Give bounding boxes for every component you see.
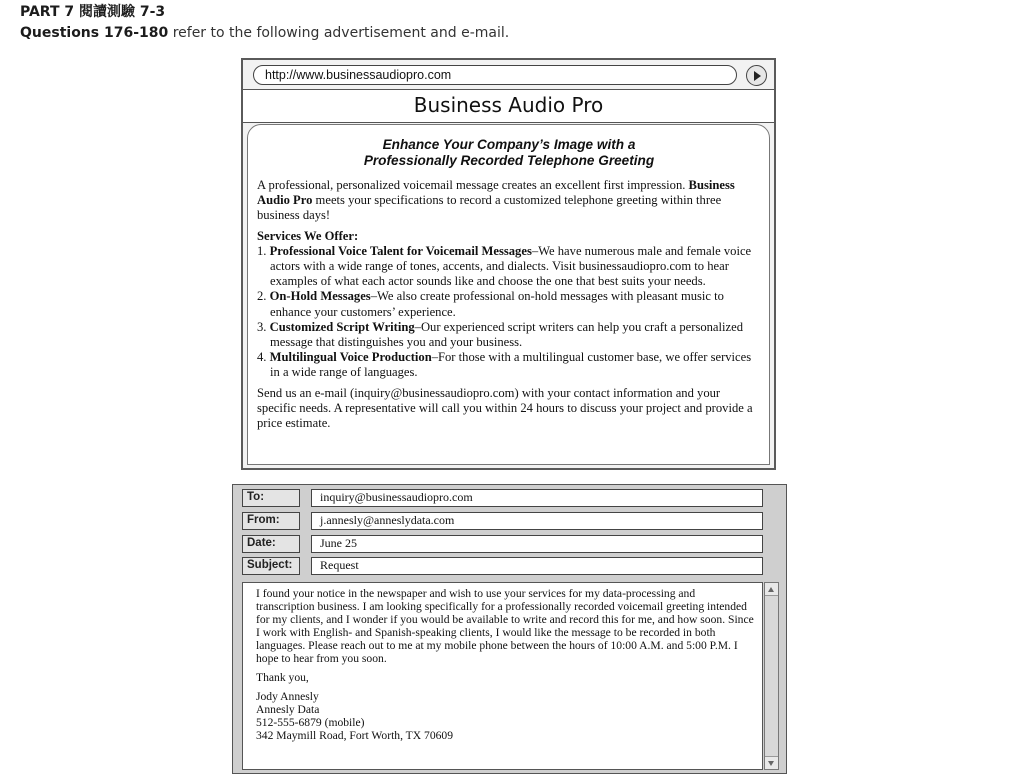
service-title: On-Hold Messages <box>269 289 371 304</box>
email-scrollbar[interactable] <box>764 582 779 770</box>
from-field[interactable]: j.annesly@anneslydata.com <box>311 512 763 530</box>
question-range: Questions 176-180 <box>20 25 169 41</box>
site-title: Business Audio Pro <box>243 89 774 123</box>
services-heading: Services We Offer: <box>257 228 359 243</box>
service-desc: –We have numerous male and female voice actors with a wide range of tones, accents, and dialects. Visit businessaudiopro.com to hear examples of what each actor sounds like and choose the one that best suits your needs. <box>270 243 752 289</box>
scroll-up-arrow-icon[interactable] <box>765 583 778 596</box>
advertisement-webpage <box>241 58 776 470</box>
signature-name: Jody Annesly <box>256 690 319 703</box>
date-row <box>242 535 763 553</box>
email-signature <box>256 690 756 742</box>
scroll-down-arrow-icon[interactable] <box>765 756 778 769</box>
intro-company: Business Audio Pro <box>257 178 735 208</box>
email-body[interactable] <box>242 582 763 770</box>
to-label: To: <box>242 489 300 507</box>
part-title: PART 7 閱讀測驗 7-3 <box>20 4 166 20</box>
url-field[interactable]: http://www.businessaudiopro.com <box>253 65 737 85</box>
service-number: 4. <box>257 350 270 365</box>
service-item <box>257 244 761 290</box>
instructions-text: refer to the following advertisement and e-mail. <box>168 25 510 41</box>
from-row <box>242 512 763 530</box>
subject-label: Subject: <box>242 557 300 575</box>
play-arrow-icon <box>754 71 761 81</box>
date-label: Date: <box>242 535 300 553</box>
subject-row <box>242 557 763 575</box>
service-title: Professional Voice Talent for Voicemail Messages <box>269 243 532 258</box>
ad-headline <box>257 137 761 169</box>
intro-rest: meets your specifications to record a customized telephone greeting within three business days! <box>257 193 722 223</box>
signature-address: 342 Maymill Road, Fort Worth, TX 70609 <box>256 729 454 742</box>
to-row <box>242 489 763 507</box>
email-window <box>232 484 787 774</box>
service-number: 1. <box>257 243 270 258</box>
signature-company: Annesly Data <box>256 703 320 716</box>
date-field[interactable]: June 25 <box>311 535 763 553</box>
service-title: Customized Script Writing <box>269 319 415 334</box>
email-message: I found your notice in the newspaper and wish to use your services for my data-processing and transcription business. I am looking specifically for a professionally recorded voicemail greeting intended for my clients, and I wonder if you would be available to write and record this for me, and how soon. Since I work with English- and Spanish-speaking clients, I would like the message to be recorded in both languages. Please reach out to me at my mobile phone between the hours of 10:00 A.M. and 5:00 P.M. I hope to hear from you soon. <box>256 587 754 665</box>
service-item <box>257 320 761 350</box>
service-desc: –Our experienced script writers can help you craft a personalized message that distinguishes you and your business. <box>270 319 743 350</box>
service-desc: –We also create professional on-hold messages with pleasant music to enhance your customers’ experience. <box>270 289 724 319</box>
intro-text: A professional, personalized voicemail message creates an excellent first impression. <box>257 178 686 192</box>
service-desc: –For those with a multilingual customer base, we offer services in a wide range of languages. <box>270 350 752 380</box>
service-item <box>257 350 761 380</box>
subject-field[interactable]: Request <box>311 557 763 575</box>
to-field[interactable]: inquiry@businessaudiopro.com <box>311 489 763 507</box>
ad-closing: Send us an e-mail (inquiry@businessaudiopro.com) with your contact information and your specific needs. A representative will call you within 24 hours to discuss your project and provide a price estimate. <box>257 385 753 431</box>
headline-line-2: Professionally Recorded Telephone Greeting <box>363 153 655 168</box>
go-button[interactable] <box>746 65 767 86</box>
service-number: 2. <box>257 289 270 304</box>
service-number: 3. <box>257 319 270 334</box>
from-label: From: <box>242 512 300 530</box>
ad-intro <box>257 178 761 224</box>
ad-content <box>247 124 770 465</box>
instructions <box>20 25 509 41</box>
headline-line-1: Enhance Your Company’s Image with a <box>382 137 636 152</box>
service-item <box>257 289 761 319</box>
service-title: Multilingual Voice Production <box>269 350 432 365</box>
email-thanks: Thank you, <box>256 671 309 684</box>
services-list <box>257 244 761 381</box>
signature-phone: 512-555-6879 (mobile) <box>256 716 365 729</box>
address-bar <box>253 65 767 87</box>
